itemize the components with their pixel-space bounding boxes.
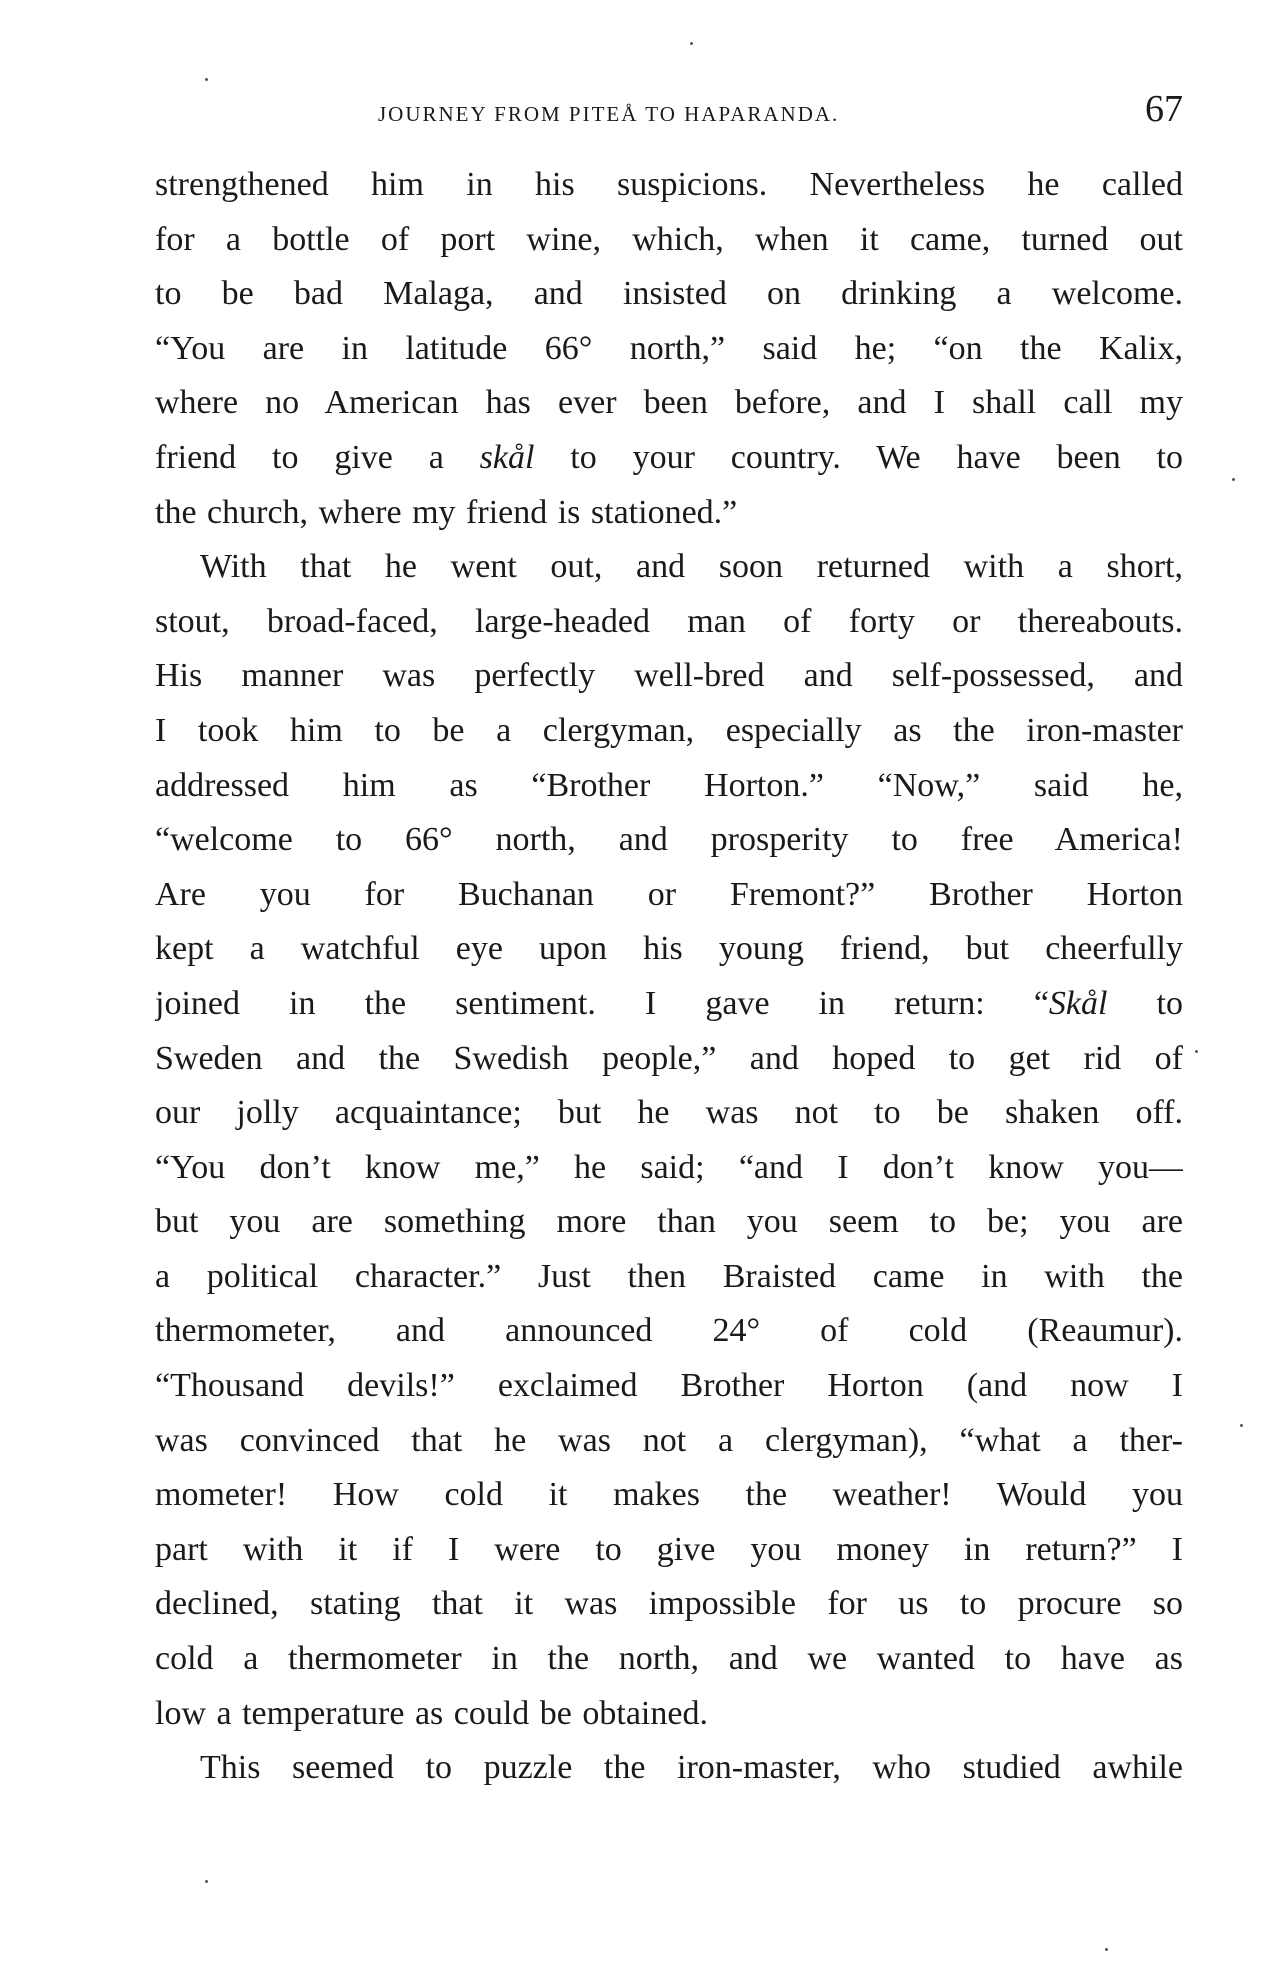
text-line: friend to give a skål to your country. We have been to bbox=[155, 438, 1183, 476]
text-line: strengthened him in his suspicions. Nevertheless he called bbox=[155, 166, 1183, 203]
text-line: Are you for Buchanan or Fremont?” Brother Horton bbox=[155, 875, 1183, 913]
text-line: Sweden and the Swedish people,” and hoped to get rid of bbox=[155, 1039, 1183, 1077]
scan-speck bbox=[1232, 478, 1235, 481]
text-line: the church, where my friend is stationed.” bbox=[155, 493, 738, 531]
scan-speck bbox=[1195, 1050, 1198, 1053]
text-line: “You don’t know me,” he said; “and I don’t know you— bbox=[155, 1148, 1183, 1186]
text-line: for a bottle of port wine, which, when it came, turned out bbox=[155, 220, 1183, 258]
page-number: 67 bbox=[1145, 88, 1183, 130]
scan-speck bbox=[205, 1880, 208, 1883]
running-title: JOURNEY FROM PITEÅ TO HAPARANDA. bbox=[378, 102, 840, 126]
text-line: was convinced that he was not a clergyman), “what a ther- bbox=[155, 1421, 1183, 1459]
text-line: cold a thermometer in the north, and we wanted to have as bbox=[155, 1640, 1183, 1678]
scan-speck bbox=[690, 42, 693, 45]
text-line: mometer! How cold it makes the weather! Would you bbox=[155, 1476, 1183, 1514]
text-line: to be bad Malaga, and insisted on drinking a welcome. bbox=[155, 275, 1183, 313]
text-line: With that he went out, and soon returned with a short, bbox=[200, 548, 1183, 586]
text-line: part with it if I were to give you money in return?” I bbox=[155, 1530, 1183, 1568]
text-line: a political character.” Just then Braisted came in with the bbox=[155, 1257, 1183, 1295]
body-text bbox=[155, 158, 1183, 1796]
text-line: addressed him as “Brother Horton.” “Now,” said he, bbox=[155, 766, 1183, 804]
text-line: low a temperature as could be obtained. bbox=[155, 1694, 708, 1732]
text-line: our jolly acquaintance; but he was not to be shaken off. bbox=[155, 1094, 1183, 1132]
text-line: “welcome to 66° north, and prosperity to free America! bbox=[155, 821, 1183, 859]
text-line: declined, stating that it was impossible for us to procure so bbox=[155, 1585, 1183, 1623]
text-line: joined in the sentiment. I gave in return: “Skål to bbox=[155, 984, 1183, 1022]
text-line: kept a watchful eye upon his young friend, but cheerfully bbox=[155, 930, 1183, 968]
text-line: stout, broad-faced, large-headed man of forty or thereabouts. bbox=[155, 602, 1183, 640]
scan-speck bbox=[1105, 1948, 1108, 1951]
text-line: This seemed to puzzle the iron-master, who studied awhile bbox=[200, 1749, 1183, 1787]
text-line: where no American has ever been before, and I shall call my bbox=[155, 384, 1183, 422]
text-line: His manner was perfectly well-bred and self-possessed, and bbox=[155, 657, 1183, 695]
scan-speck bbox=[1240, 1424, 1243, 1427]
text-line: I took him to be a clergyman, especially as the iron-master bbox=[155, 711, 1183, 749]
scan-speck bbox=[205, 78, 208, 81]
text-line: “You are in latitude 66° north,” said he; “on the Kalix, bbox=[155, 329, 1183, 367]
text-line: thermometer, and announced 24° of cold (Reaumur). bbox=[155, 1312, 1183, 1350]
text-line: “Thousand devils!” exclaimed Brother Horton (and now I bbox=[155, 1367, 1183, 1405]
running-head bbox=[155, 88, 1183, 144]
text-line: but you are something more than you seem to be; you are bbox=[155, 1203, 1183, 1241]
